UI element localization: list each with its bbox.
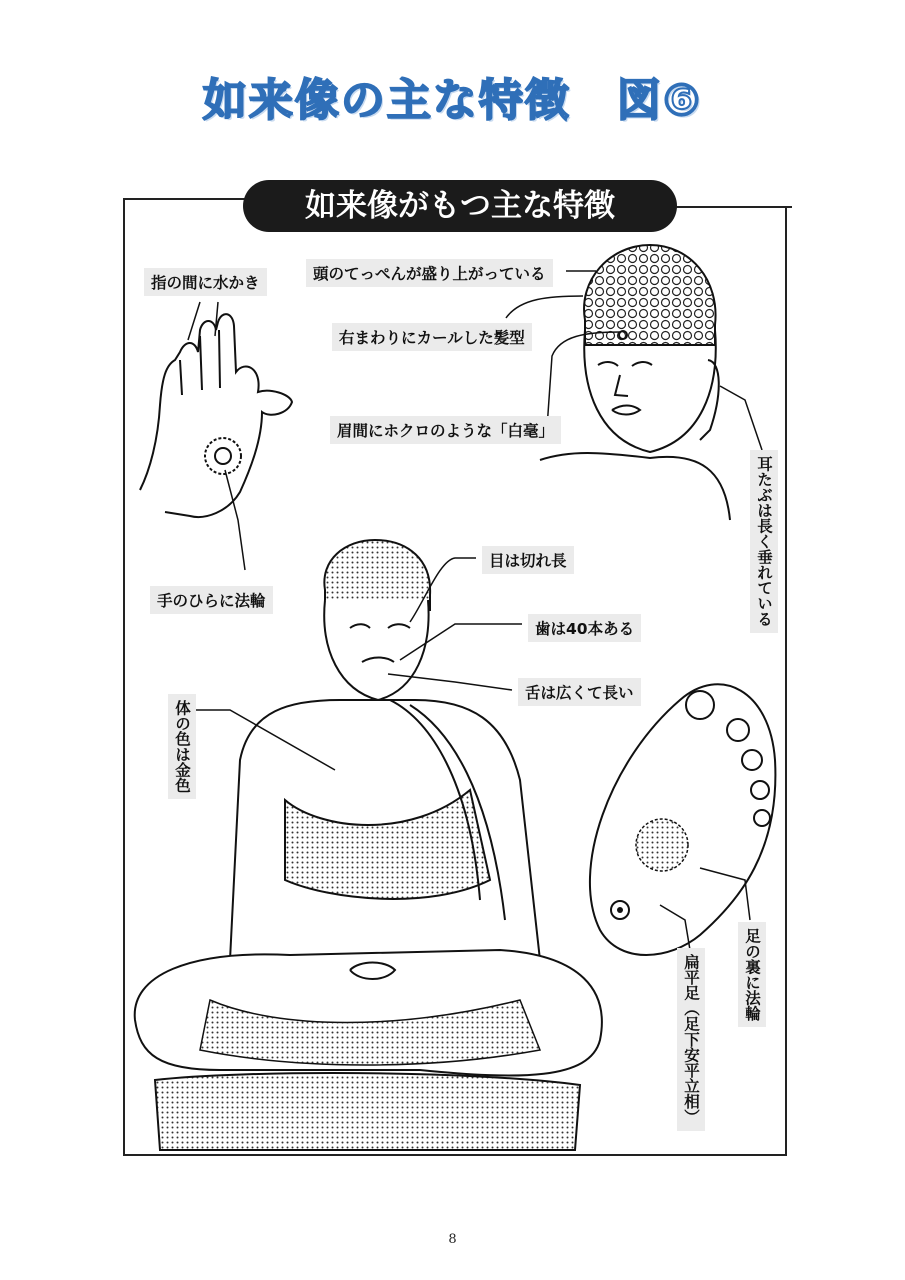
label-golden-body: 体の色は金色 [168, 694, 196, 799]
page-number: 8 [448, 1232, 457, 1247]
label-flat-feet: 扁平足（足下安平立相） [677, 948, 705, 1131]
label-long-tongue: 舌は広くて長い [518, 678, 641, 706]
label-webbed-fingers: 指の間に水かき [144, 268, 267, 296]
foot-sole-illustration [590, 684, 776, 955]
label-sole-wheel: 足の裏に法輪 [738, 922, 766, 1027]
page-title: 如来像の主な特徴 図⑥ [202, 75, 703, 126]
label-crown-raised: 頭のてっぺんが盛り上がっている [306, 259, 553, 287]
label-palm-wheel: 手のひらに法輪 [150, 586, 273, 614]
label-curled-hair: 右まわりにカールした髪型 [332, 323, 532, 351]
label-earlobes: 耳たぶは長く垂れている [750, 450, 778, 633]
hand-illustration [140, 314, 292, 517]
label-long-eyes: 目は切れ長 [482, 546, 574, 574]
label-byakugo: 眉間にホクロのような「白毫」 [330, 416, 561, 444]
head-illustration [540, 245, 730, 520]
label-forty-teeth: 歯は40本ある [528, 614, 641, 642]
figure-banner: 如来像がもつ主な特徴 [243, 180, 677, 232]
